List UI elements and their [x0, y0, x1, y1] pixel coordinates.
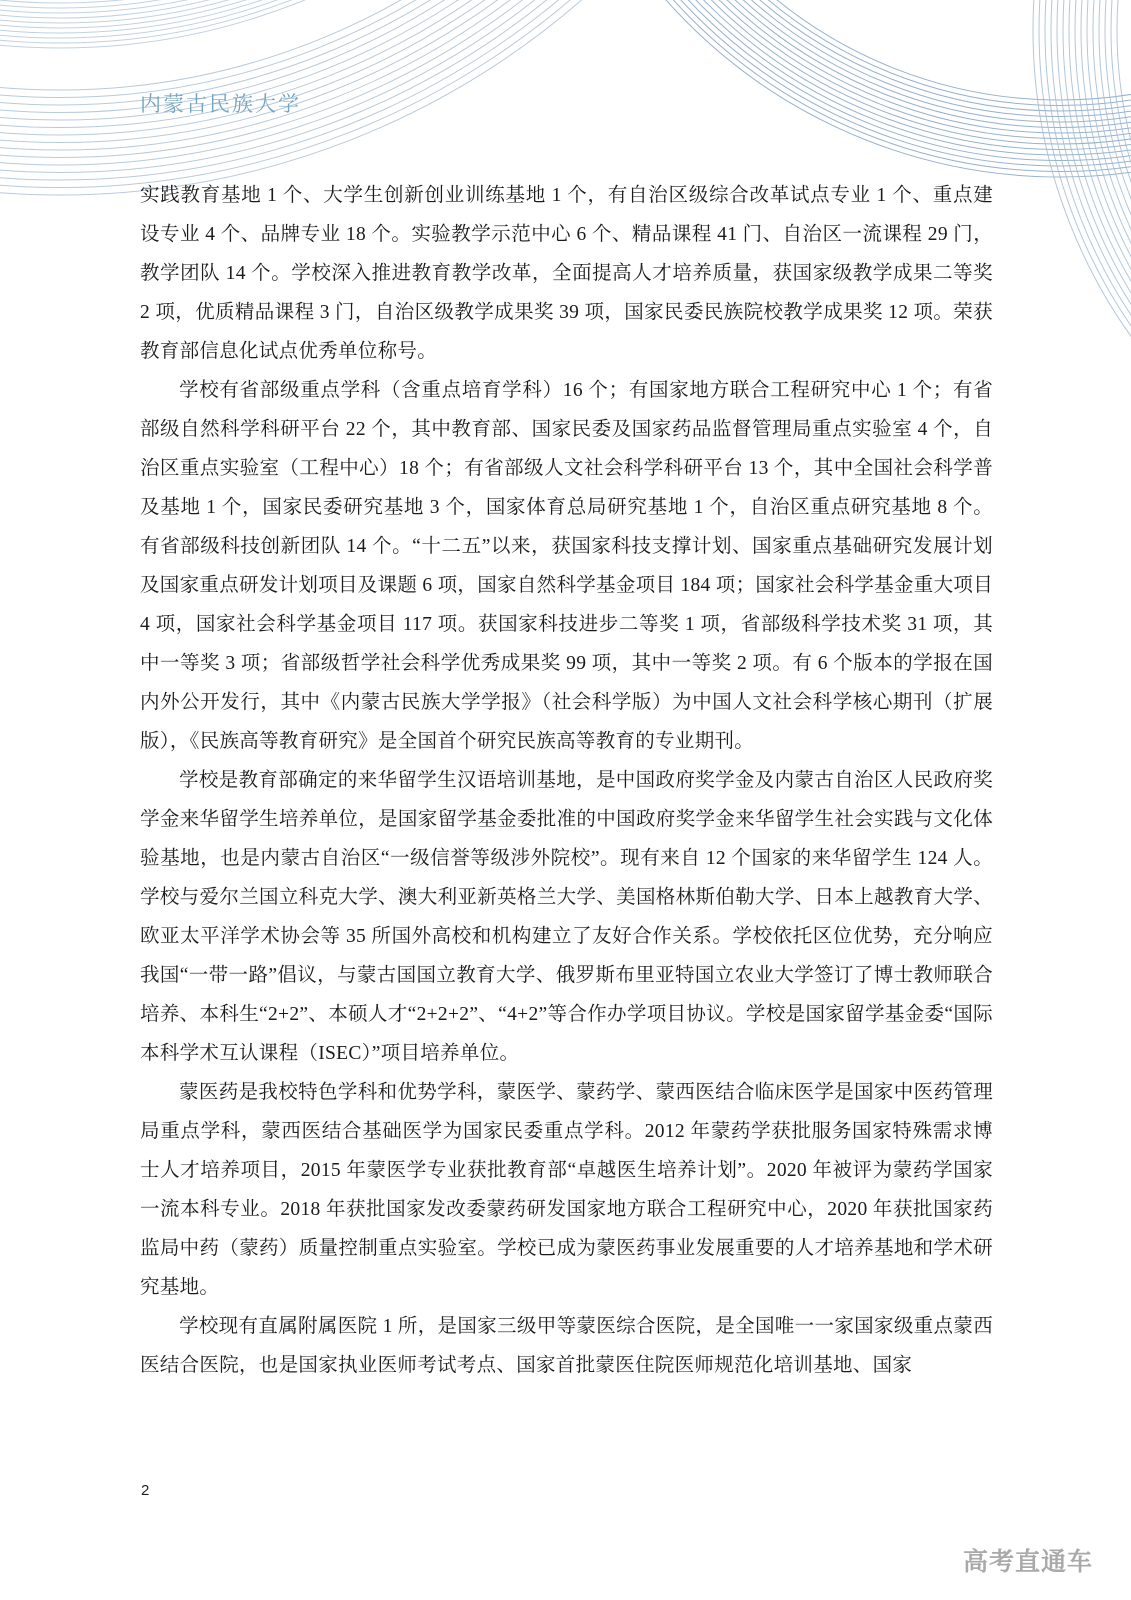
- paragraph-international-cooperation: 学校是教育部确定的来华留学生汉语培训基地，是中国政府奖学金及内蒙古自治区人民政府奖学金来华留学生培养单位，是国家留学基金委批准的中国政府奖学金来华留学生社会实践与文化体验基地，也是内蒙古自治区“一级信誉等级涉外院校”。现有来自 12 个国家的来华留学生 124 人。学校与爱尔兰国立科克大学、澳大利亚新英格兰大学、美国格林斯伯勒大学、日本上越教育大学、欧亚太平洋学术协会等 35 所国外高校和机构建立了友好合作关系。学校依托区位优势，充分响应我国“一带一路”倡议，与蒙古国国立教育大学、俄罗斯布里亚特国立农业大学签订了博士教师联合培养、本科生“2+2”、本硕人才“2+2+2”、“4+2”等合作办学项目协议。学校是国家留学基金委“国际本科学术互认课程（ISEC）”项目培养单位。: [140, 770, 993, 1064]
- paragraph-teaching-achievements: 实践教育基地 1 个、大学生创新创业训练基地 1 个，有自治区级综合改革试点专业 1 个、重点建设专业 4 个、品牌专业 18 个。实验教学示范中心 6 个、精品课程 41 门、自治区一流课程 29 门，教学团队 14 个。学校深入推进教育教学改革，全面提高人才培养质量，获国家级教学成果二等奖 2 项，优质精品课程 3 门，自治区级教学成果奖 39 项，国家民委民族院校教学成果奖 12 项。荣获教育部信息化试点优秀单位称号。: [140, 185, 993, 362]
- paragraph-mongolian-medicine: 蒙医药是我校特色学科和优势学科，蒙医学、蒙药学、蒙西医结合临床医学是国家中医药管理局重点学科，蒙西医结合基础医学为国家民委重点学科。2012 年蒙药学获批服务国家特殊需求博士人才培养项目，2015 年蒙医学专业获批教育部“卓越医生培养计划”。2020 年被评为蒙药学国家一流本科专业。2018 年获批国家发改委蒙药研发国家地方联合工程研究中心，2020 年获批国家药监局中药（蒙药）质量控制重点实验室。学校已成为蒙医药事业发展重要的人才培养基地和学术研究基地。: [140, 1082, 993, 1298]
- university-name: 内蒙古民族大学: [140, 92, 301, 116]
- watermark-text: 高考直通车: [962, 1548, 1093, 1576]
- document-body: [140, 176, 993, 1385]
- page-number: 2: [141, 1482, 150, 1499]
- paragraph-research-platforms: 学校有省部级重点学科（含重点培育学科）16 个；有国家地方联合工程研究中心 1 个；有省部级自然科学科研平台 22 个，其中教育部、国家民委及国家药品监督管理局重点实验室 4 个，自治区重点实验室（工程中心）18 个；有省部级人文社会科学科研平台 13 个，其中全国社会科学普及基地 1 个，国家民委研究基地 3 个，国家体育总局研究基地 1 个，自治区重点研究基地 8 个。有省部级科技创新团队 14 个。“十二五”以来，获国家科技支撑计划、国家重点基础研究发展计划及国家重点研发计划项目及课题 6 项，国家自然科学基金项目 184 项；国家社会科学基金重大项目 4 项，国家社会科学基金项目 117 项。获国家科技进步二等奖 1 项，省部级科学技术奖 31 项，其中一等奖 3 项；省部级哲学社会科学优秀成果奖 99 项，其中一等奖 2 项。有 6 个版本的学报在国内外公开发行，其中《内蒙古民族大学学报》（社会科学版）为中国人文社会科学核心期刊（扩展版），《民族高等教育研究》是全国首个研究民族高等教育的专业期刊。: [140, 380, 993, 752]
- page-header: [140, 88, 301, 118]
- paragraph-affiliated-hospital: 学校现有直属附属医院 1 所，是国家三级甲等蒙医综合医院，是全国唯一一家国家级重点蒙西医结合医院，也是国家执业医师考试考点、国家首批蒙医住院医师规范化培训基地、国家: [140, 1316, 993, 1376]
